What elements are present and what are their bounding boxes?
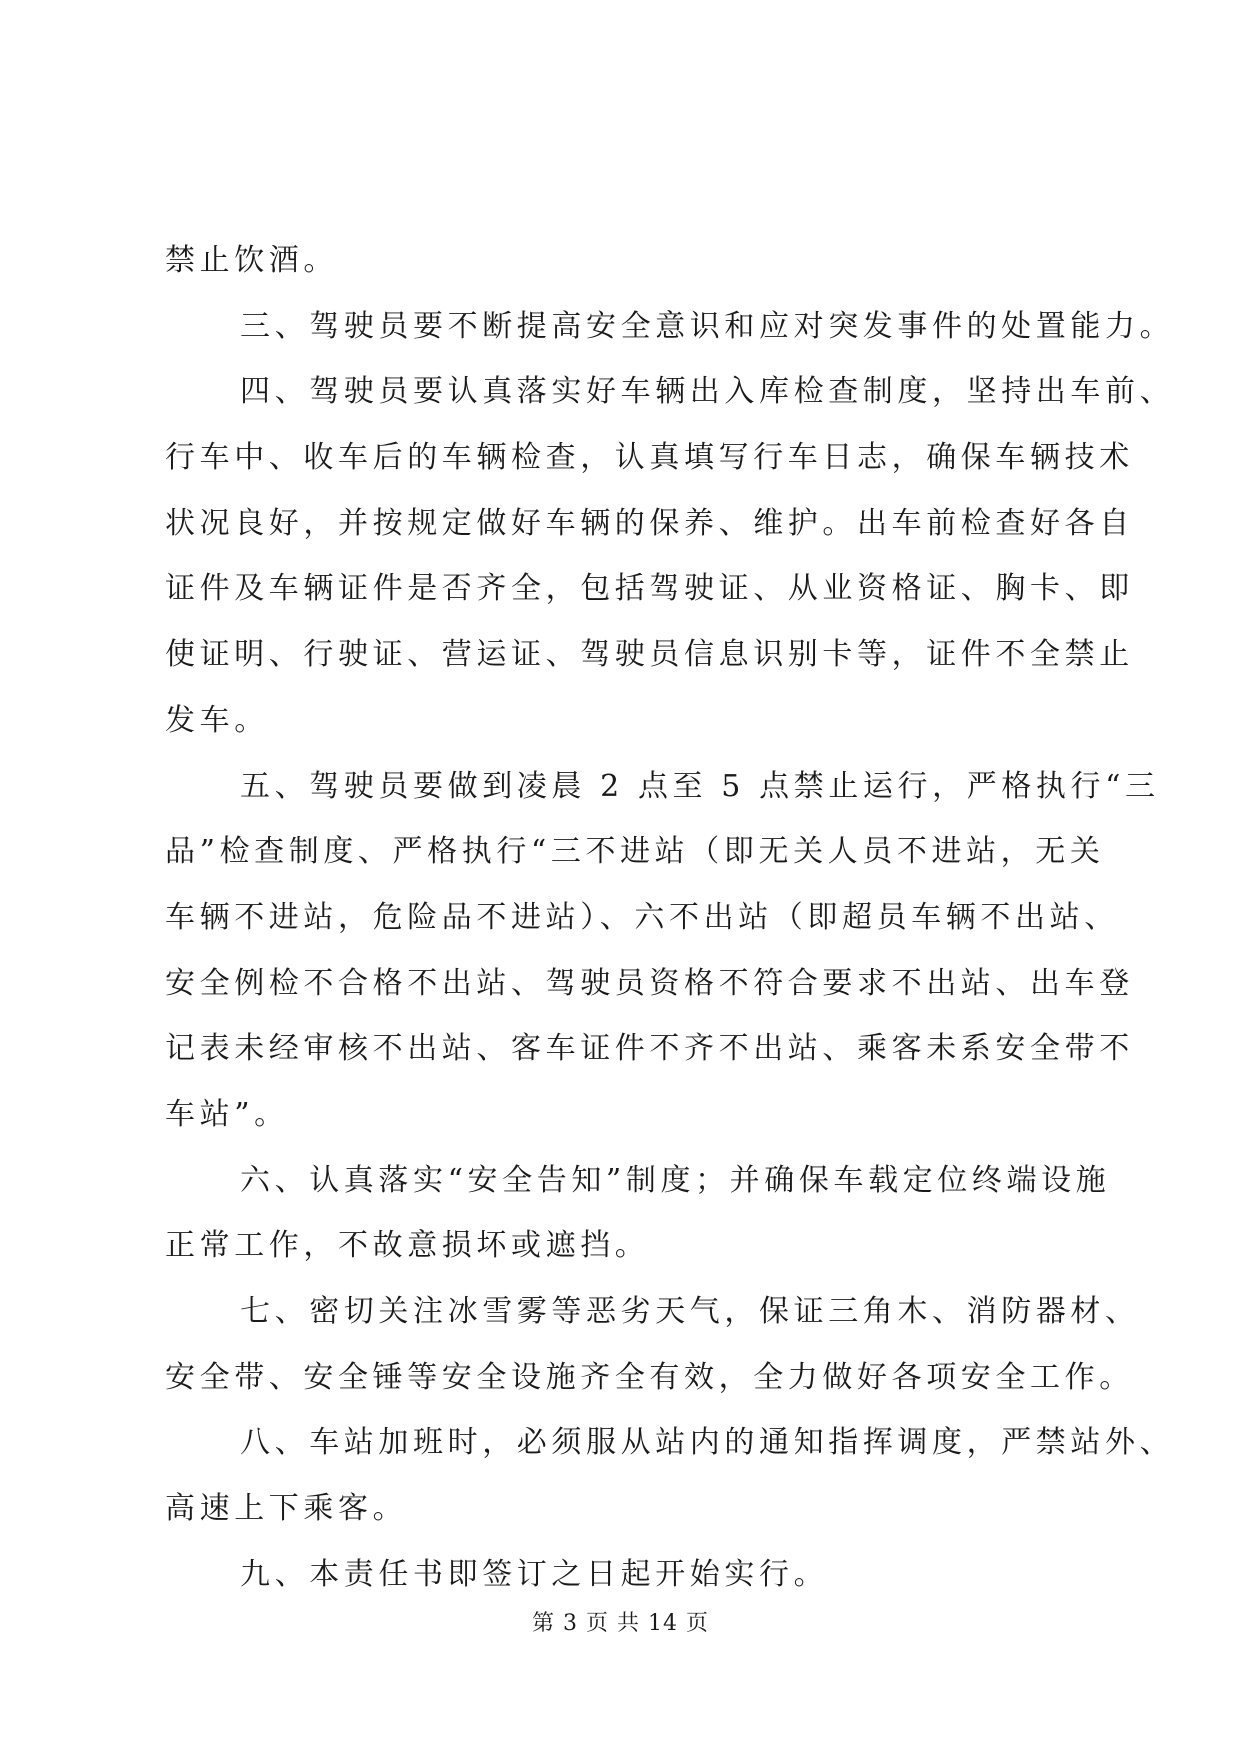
paragraph-line: 安全带、安全锤等安全设施齐全有效，全力做好各项安全工作。 — [165, 1359, 1134, 1395]
paragraph-line: 安全例检不合格不出站、驾驶员资格不符合要求不出站、出车登 — [165, 965, 1134, 1001]
paragraph-line: 九、本责任书即签订之日起开始实行。 — [240, 1556, 829, 1592]
paragraph-line: 七、密切关注冰雪雾等恶劣天气，保证三角木、消防器材、 — [240, 1294, 1140, 1329]
paragraph-line: 发车。 — [165, 702, 269, 738]
paragraph-line: 正常工作，不故意损坏或遮挡。 — [165, 1228, 650, 1264]
paragraph-line: 使证明、行驶证、营运证、驾驶员信息识别卡等，证件不全禁止 — [165, 637, 1134, 673]
document-body — [165, 228, 1175, 1607]
page-number-footer: 第 3 页 共 14 页 — [532, 1611, 709, 1636]
paragraph-line: 高速上下乘客。 — [165, 1491, 408, 1527]
paragraph-line: 车辆不进站，危险品不进站）、六不出站（即超员车辆不出站、 — [165, 899, 1119, 935]
paragraph-line: 记表未经审核不出站、客车证件不齐不出站、乘客未系安全带不 — [165, 1031, 1134, 1067]
paragraph-line: 三、驾驶员要不断提高安全意识和应对突发事件的处置能力。 — [240, 308, 1175, 344]
paragraph-line: 品”检查制度、严格执行“三不进站（即无关人员不进站，无关 — [165, 834, 1105, 870]
paragraph-line: 禁止饮酒。 — [165, 243, 338, 278]
paragraph-line: 行车中、收车后的车辆检查，认真填写行车日志，确保车辆技术 — [165, 440, 1134, 476]
paragraph-line: 五、驾驶员要做到凌晨 2 点至 5 点禁止运行，严格执行“三 — [240, 768, 1160, 804]
paragraph-line: 四、驾驶员要认真落实好车辆出入库检查制度，坚持出车前、 — [240, 374, 1175, 410]
paragraph-line: 八、车站加班时，必须服从站内的通知指挥调度，严禁站外、 — [240, 1425, 1175, 1461]
paragraph-line: 证件及车辆证件是否齐全，包括驾驶证、从业资格证、胸卡、即 — [165, 571, 1134, 607]
paragraph-line: 状况良好，并按规定做好车辆的保养、维护。出车前检查好各自 — [165, 505, 1134, 541]
paragraph-line: 车站”。 — [165, 1096, 289, 1132]
paragraph-line: 六、认真落实“安全告知”制度；并确保车载定位终端设施 — [240, 1162, 1111, 1198]
